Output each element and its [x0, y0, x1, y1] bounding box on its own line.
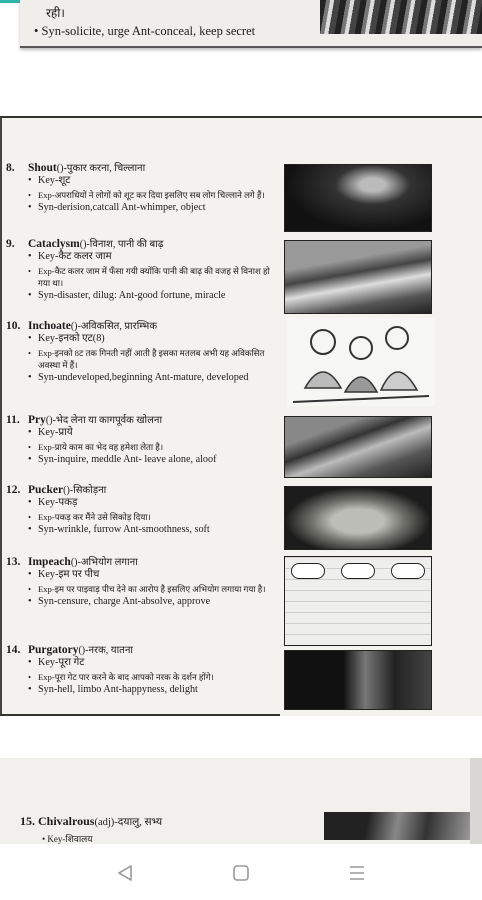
home-button[interactable] — [228, 860, 254, 886]
menu-lines-icon — [348, 865, 366, 881]
pry-illustration — [284, 416, 432, 478]
entry-key: • Key-पकड़ — [28, 497, 282, 510]
entry-bullets — [0, 175, 282, 214]
entry-synonyms: • Syn-undeveloped,beginning Ant-mature, developed — [28, 372, 282, 385]
entry-number: 14. — [6, 644, 21, 656]
entry-example: • Exp-कैट कलर जाम में फँसा गयी क्योंकि पानी की बाढ़ की वजह से विनाश हो गया था। — [28, 265, 282, 289]
vocab-entry-inchoate — [0, 318, 282, 384]
entry-word: Shout — [28, 162, 57, 174]
entry-bullets — [0, 333, 282, 384]
entry-bullets — [0, 427, 282, 466]
entry-synonyms: • Syn-wrinkle, furrow Ant-smoothness, soft — [28, 524, 282, 537]
entry-bullets — [0, 497, 282, 536]
next-entry-number: 15. — [20, 814, 35, 828]
entry-pos: () — [70, 557, 78, 568]
entry-key: • Key-इम पर पीच — [28, 569, 282, 582]
entry-bullets — [0, 251, 282, 302]
entry-heading — [0, 482, 282, 496]
entry-synonyms: • Syn-disaster, dilug: Ant-good fortune, miracle — [28, 290, 282, 303]
entry-pos: () — [70, 321, 78, 332]
next-entry-pos: (adj) — [94, 817, 115, 828]
recents-button[interactable] — [344, 860, 370, 886]
entry-synonyms: • Syn-hell, limbo Ant-happyness, delight — [28, 684, 282, 697]
purgatory-illustration — [284, 650, 432, 710]
entry-heading — [0, 160, 282, 174]
entry-synonyms: • Syn-censure, charge Ant-absolve, approve — [28, 596, 282, 609]
entry-meaning: -पुकार करना, चिल्लाना — [63, 163, 146, 174]
entry-example: • Exp-पूरा गेट पार करने के बाद आपको नरक के दर्शन होंगे। — [28, 671, 282, 683]
vocab-entry-shout — [0, 160, 282, 214]
entry-heading — [0, 318, 282, 332]
inchoate-illustration — [287, 318, 435, 406]
entry-number: 8. — [6, 162, 15, 174]
previous-page-fragment — [20, 0, 482, 48]
page-bottom-rule — [0, 714, 280, 716]
entry-pos: () — [56, 163, 64, 174]
entry-word: Pry — [28, 414, 46, 426]
next-entry-heading — [20, 814, 162, 829]
next-page-fragment — [0, 758, 482, 844]
speech-bubble — [291, 563, 325, 579]
entry-heading — [0, 554, 282, 568]
back-button[interactable] — [112, 860, 138, 886]
vocab-entry-cataclysm — [0, 236, 282, 302]
pucker-illustration — [284, 486, 432, 550]
cataclysm-illustration — [284, 240, 432, 314]
entry-number: 9. — [6, 238, 15, 250]
next-page-illustration — [324, 812, 470, 840]
people-sketch-icon — [287, 318, 435, 406]
speech-bubble — [341, 563, 375, 579]
vocab-entry-pry — [0, 412, 282, 466]
previous-page-text: रही। — [46, 6, 65, 20]
entry-word: Inchoate — [28, 320, 71, 332]
entry-key: • Key-प्राये — [28, 427, 282, 440]
next-entry-word: Chivalrous — [38, 814, 95, 828]
entry-word: Cataclysm — [28, 238, 80, 250]
entry-heading — [0, 642, 282, 656]
entry-example: • Exp-प्राये काम का भेद वह हमेशा लेता है। — [28, 441, 282, 453]
entry-example: • Exp-पकड़ कर मैंने उसे सिकोड़ दिया। — [28, 511, 282, 523]
entry-pos: () — [63, 485, 70, 496]
impeach-cartoon — [284, 556, 432, 646]
entry-meaning: -सिकोड़ना — [69, 485, 107, 496]
entry-bullets — [0, 657, 282, 696]
previous-page-illustration — [320, 0, 482, 34]
page-edge — [470, 758, 482, 844]
entry-key: • Key-पूरा गेट — [28, 657, 282, 670]
vocab-entry-purgatory — [0, 642, 282, 696]
entry-example: • Exp-इनको 8ट तक गिनती नहीं आती है इसका मतलब अभी यह अविकसित अवस्था में हैं। — [28, 347, 282, 371]
next-entry-meaning: -दयालु, सभ्य — [114, 817, 163, 828]
vocab-entry-impeach — [0, 554, 282, 608]
previous-page-syn-line: • Syn-solicite, urge Ant-conceal, keep secret — [34, 24, 256, 38]
entry-word: Impeach — [28, 556, 71, 568]
entry-meaning: -नरक, यातना — [85, 645, 134, 656]
entry-key: • Key-कैट कलर जाम — [28, 251, 282, 264]
entry-meaning: -भेद लेना या कागपूर्वक खोलना — [52, 415, 163, 426]
entry-pos: () — [45, 415, 53, 426]
entry-word: Pucker — [28, 484, 64, 496]
previous-page-syn-text: Syn-solicite, urge Ant-conceal, keep secret — [41, 24, 256, 38]
speech-bubble — [391, 563, 425, 579]
navigation-bar — [0, 844, 482, 900]
next-entry-key-text: Key-शिवालय — [47, 834, 93, 844]
entry-meaning: -अविकसित, प्रारम्भिक — [77, 321, 158, 332]
entry-example: • Exp-अपराधियों ने लोगों को शूट कर दिया इसलिए सब लोग चिल्लाने लगे हैं। — [28, 189, 282, 201]
entry-pos: () — [79, 239, 87, 250]
entry-pos: () — [78, 645, 86, 656]
entry-number: 10. — [6, 320, 21, 332]
entry-key: • Key-इनको एट(8) — [28, 333, 282, 346]
entry-number: 13. — [6, 556, 21, 568]
entry-bullets — [0, 569, 282, 608]
entry-number: 12. — [6, 484, 21, 496]
entry-number: 11. — [6, 414, 20, 426]
entry-word: Purgatory — [28, 644, 79, 656]
entry-meaning: -विनाश, पानी की बाढ़ — [86, 239, 164, 250]
vocab-entry-pucker — [0, 482, 282, 536]
home-square-icon — [232, 864, 250, 882]
entry-synonyms: • Syn-inquire, meddle Ant- leave alone, aloof — [28, 454, 282, 467]
entry-synonyms: • Syn-derision,catcall Ant-whimper, object — [28, 202, 282, 215]
entry-meaning: -अभियोग लगाना — [77, 557, 138, 568]
shout-illustration — [284, 164, 432, 232]
next-entry-key: • Key-शिवालय — [42, 834, 93, 844]
back-triangle-icon — [117, 864, 133, 882]
entry-heading — [0, 236, 282, 250]
entry-heading — [0, 412, 282, 426]
entry-key: • Key-शूट — [28, 175, 282, 188]
entry-example: • Exp-इम पर पाइवाड़ पीच देने का आरोप है इसलिए अभियोग लगाया गया है। — [28, 583, 282, 595]
